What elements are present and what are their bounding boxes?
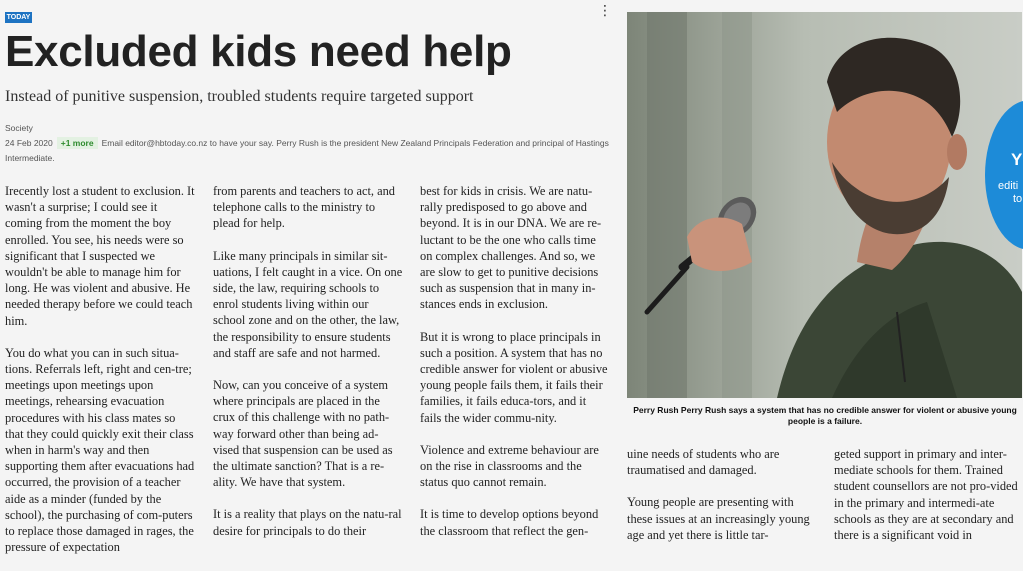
article-subhead: Instead of punitive suspension, troubled students require targeted support: [5, 88, 474, 105]
paragraph: Like many principals in similar sit-uations, I felt caught in a vice. On one side, the law, requiring schools to enrol students living within our school zone and on the other, the law, the responsibility to ensure students and staff are safe and not harmed.: [213, 248, 403, 360]
promo-title: Y: [1011, 150, 1023, 169]
paragraph: Young people are presenting with these issues at an increasingly young age and yet there is little tar-: [627, 495, 810, 542]
article-column-2: [213, 183, 403, 555]
article-column-4: [627, 446, 817, 559]
paragraph: Irecently lost a student to exclusion. It wasn't a surprise; I could see it coming from the moment the boy enrolled. You see, his needs were so significant that I suspected we wouldn't be able to manage him for long. He was violent and abusive. He needed therapy before we could teach him.: [5, 184, 195, 328]
article-meta: [5, 121, 615, 166]
paragraph: best for kids in crisis. We are natu-rally predisposed to go above and beyond. It is in our DNA. We are re-luctant to be the one who calls time on complex challenges. And so, we are slow to get to punitive decisions such as suspension that in many in-stances ends in exclusion.: [420, 184, 602, 312]
article-column-5: [834, 446, 1023, 559]
article-column-1: [5, 183, 195, 571]
paragraph: geted support in primary and inter-mediate schools for them. Trained student counsellors are not pro-vided in the primary and intermedi-ate schools as they are at secondary and there is a significant void in: [834, 447, 1018, 543]
paragraph: Now, can you conceive of a system where principals are placed in the crux of this challenge with no path-way forward other than being ad-vised that suspension can be used as the ultimate sanction? That is a re-ality. We have that system.: [213, 378, 393, 490]
article-column-3: [420, 183, 610, 555]
site-logo[interactable]: TODAY: [6, 14, 31, 21]
more-categories-badge[interactable]: +1 more: [57, 137, 98, 149]
paragraph: You do what you can in such situa-tions. Referrals left, right and cen-tre; meetings upon meetings upon meetings, rehearsing evacuation procedures with his class mates so that they could quickly exit their class when in harm's way and then supporting them after evacuations had occurred, the provision of a teacher aide as a minder (funded by the school), the purchasing of com-puters to replace those damaged in rages, the pressure of expectation: [5, 345, 195, 555]
paragraph: It is time to develop options beyond the classroom that reflect the gen-: [420, 507, 599, 538]
article-date: 24 Feb 2020: [5, 138, 53, 148]
photo-caption: Perry Rush Perry Rush says a system that has no credible answer for violent or abusive young people is a failure.: [633, 405, 1017, 426]
article-headline: Excluded kids need help: [5, 27, 512, 76]
paragraph: from parents and teachers to act, and telephone calls to the ministry to plead for help.: [213, 184, 395, 231]
more-vertical-icon[interactable]: ⋮: [598, 3, 612, 19]
speaker-photo-illustration: [627, 12, 1022, 398]
paragraph: uine needs of students who are traumatised and damaged.: [627, 447, 780, 478]
promo-line: to: [1013, 193, 1023, 205]
article-byline: Email editor@hbtoday.co.nz to have your say. Perry Rush is the president New Zealand Principals Federation and principal of Hastings Intermediate.: [5, 138, 609, 163]
promo-line: editi: [998, 180, 1019, 192]
article-photo: [627, 12, 1022, 398]
paragraph: Violence and extreme behaviour are on the rise in classrooms and the status quo cannot remain.: [420, 442, 599, 490]
category-link[interactable]: Society: [5, 123, 33, 133]
paragraph: But it is wrong to place principals in such a position. A system that has no credible answer for violent or abusive young people fails them, it fails their families, it fails educa-tors, and it fails the wider commu-nity.: [420, 329, 608, 425]
paragraph: It is a reality that plays on the natu-ral desire for principals to do their: [213, 507, 402, 538]
